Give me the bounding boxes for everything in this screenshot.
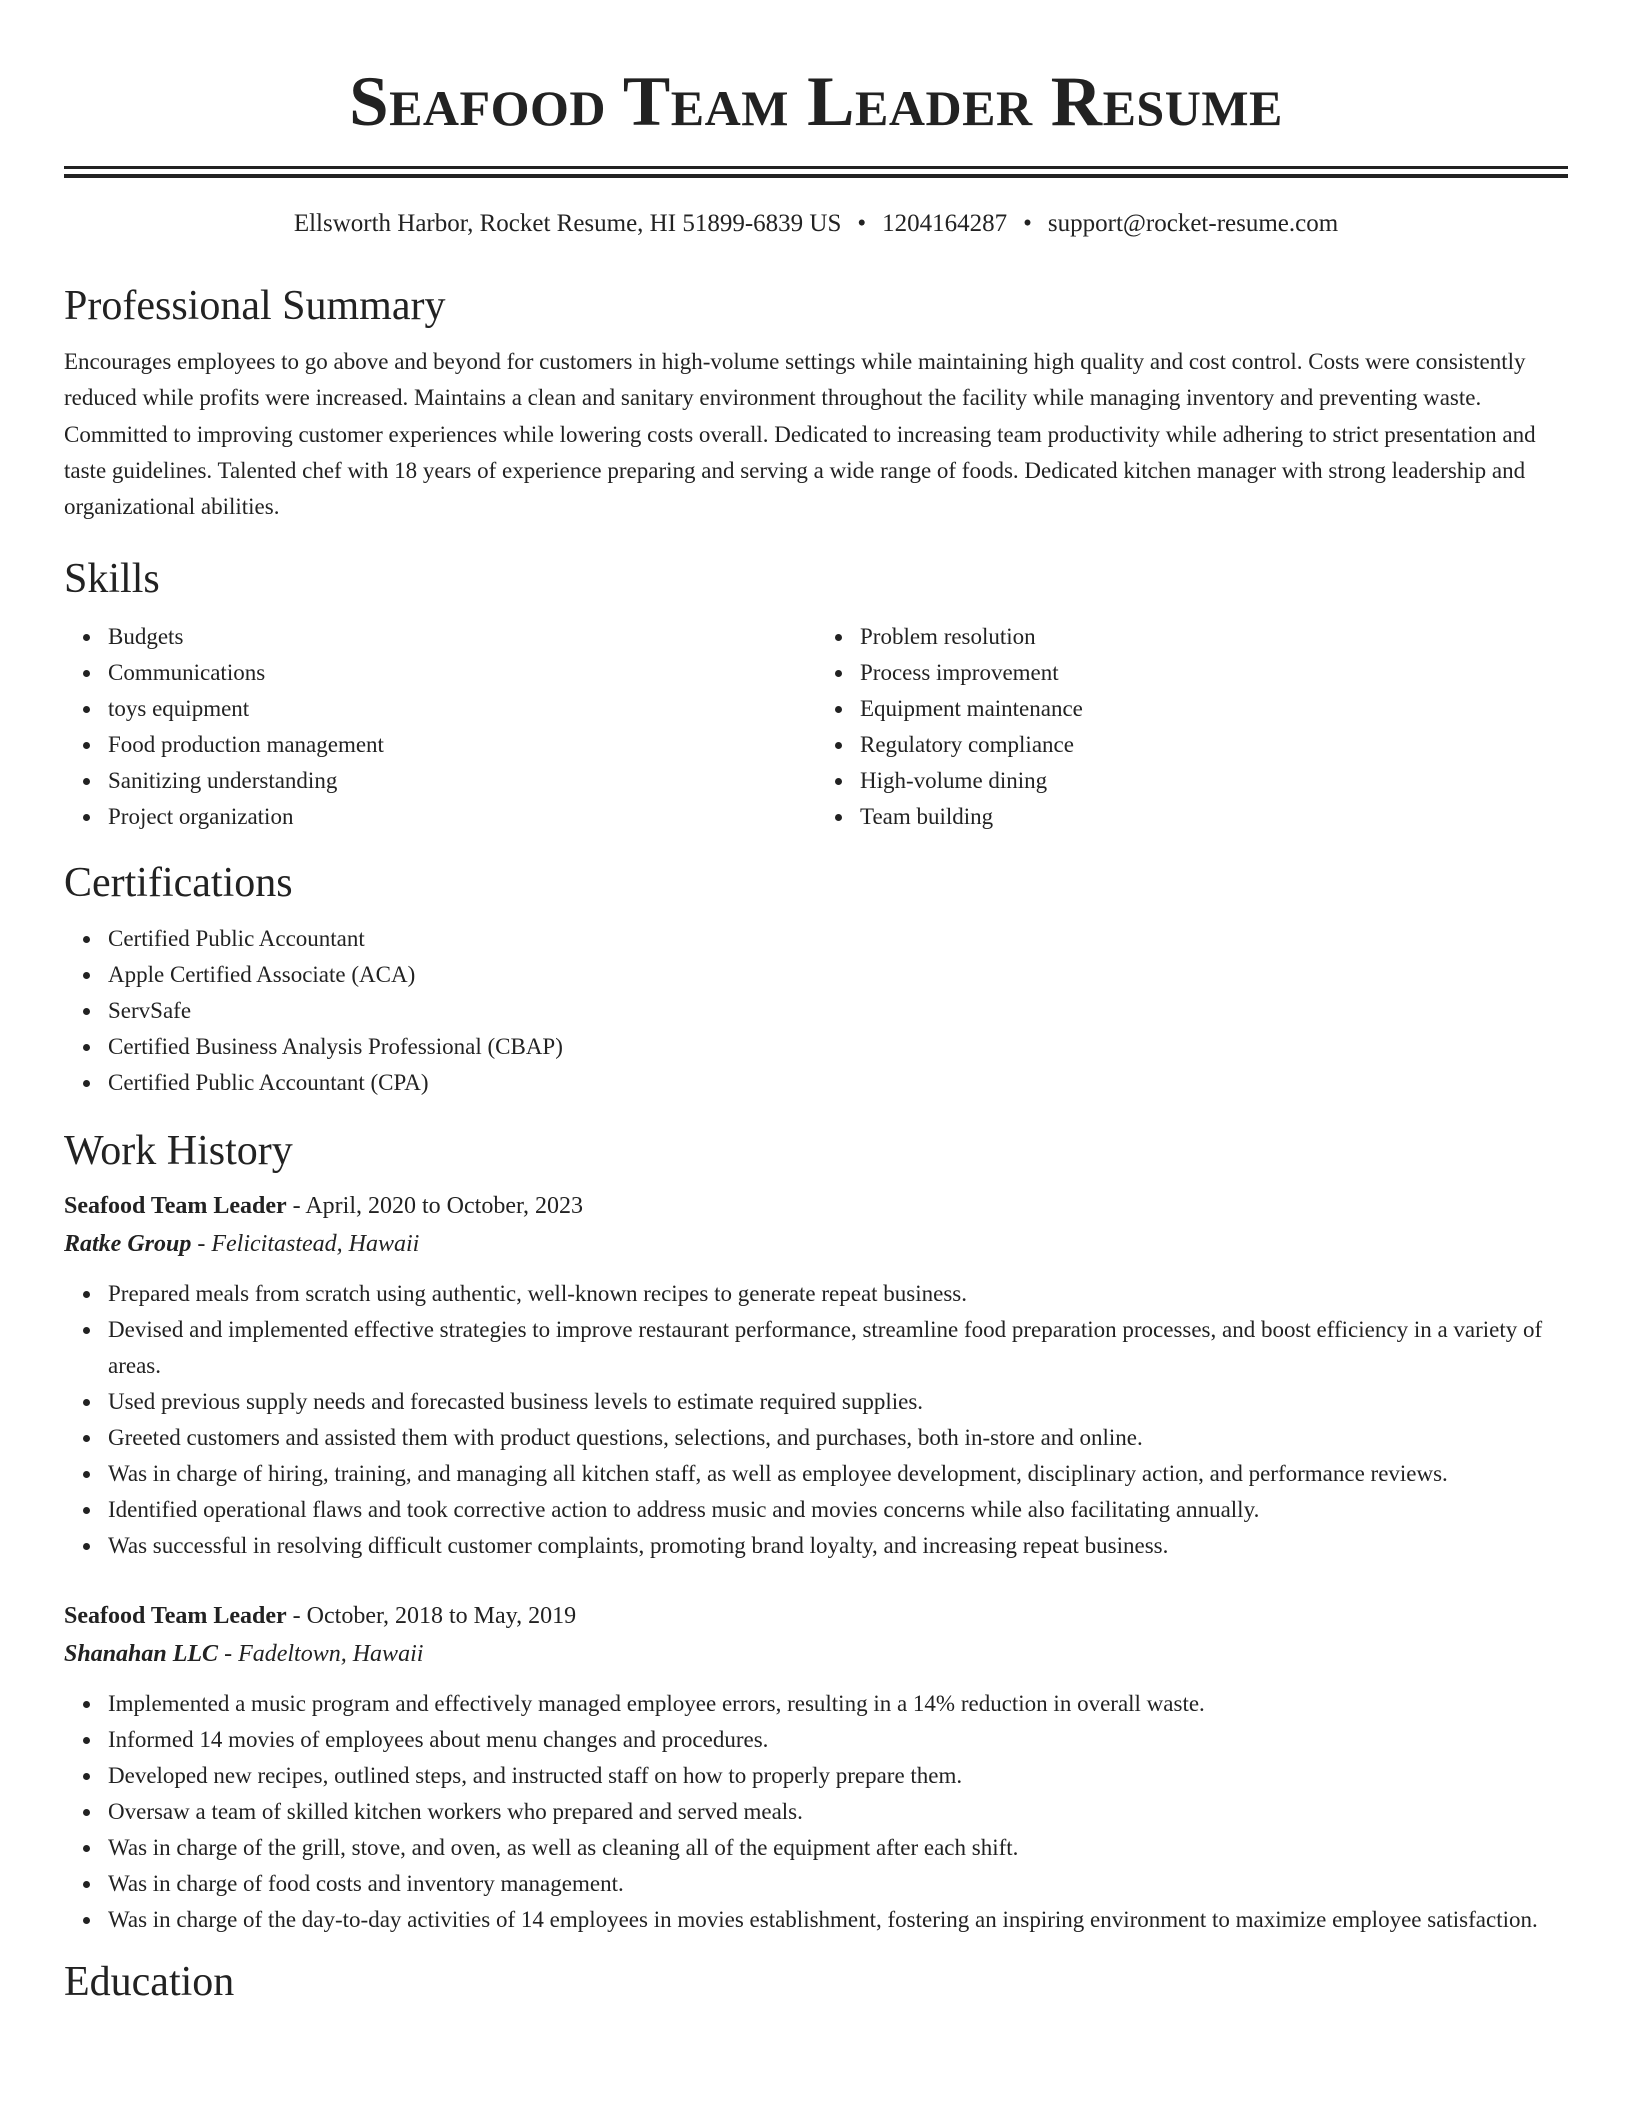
- section-heading-certifications: Certifications: [64, 860, 293, 907]
- job-duty-item: Prepared meals from scratch using authentic, well-known recipes to generate repeat business.: [108, 1276, 1568, 1312]
- skill-item: Problem resolution: [860, 619, 1568, 655]
- contact-separator: •: [1023, 210, 1032, 237]
- job-title: Seafood Team Leader: [64, 1193, 287, 1220]
- job-duty-item: Was successful in resolving difficult customer complaints, promoting brand loyalty, and increasing repeat business.: [108, 1528, 1568, 1564]
- resume-title: Seafood Team Leader Resume: [349, 63, 1283, 141]
- resume-page: [64, 0, 1568, 2008]
- certification-item: Certified Public Accountant (CPA): [108, 1065, 1568, 1101]
- education-section: [64, 1956, 1568, 2008]
- skill-item: Project organization: [108, 799, 816, 835]
- skill-item: Food production management: [108, 727, 816, 763]
- job-duty-item: Developed new recipes, outlined steps, and instructed staff on how to properly prepare them.: [108, 1758, 1568, 1794]
- company-location: - Fadeltown, Hawaii: [218, 1641, 424, 1668]
- job-duty-item: Identified operational flaws and took corrective action to address music and movies concerns while also facilitating annually.: [108, 1492, 1568, 1528]
- skill-item: Regulatory compliance: [860, 727, 1568, 763]
- certification-item: Apple Certified Associate (ACA): [108, 957, 1568, 993]
- job-duty-item: Greeted customers and assisted them with product questions, selections, and purchases, both in-store and online.: [108, 1420, 1568, 1456]
- job-entry: [64, 1187, 1568, 1564]
- contact-email[interactable]: support@rocket-resume.com: [1047, 210, 1339, 237]
- skills-list-left: [64, 619, 816, 835]
- contact-address: Ellsworth Harbor, Rocket Resume, HI 51899-6839 US: [293, 210, 842, 237]
- skill-item: Team building: [860, 799, 1568, 835]
- section-heading-education: Education: [64, 1959, 235, 2006]
- section-heading-summary: Professional Summary: [64, 283, 446, 329]
- skills-columns: [64, 619, 1568, 835]
- certification-item: Certified Business Analysis Professional (CBAP): [108, 1029, 1568, 1065]
- skill-item: Equipment maintenance: [860, 691, 1568, 727]
- job-duties-list: [64, 1276, 1568, 1564]
- job-duty-item: Implemented a music program and effectively managed employee errors, resulting in a 14% reduction in overall waste.: [108, 1686, 1568, 1722]
- skills-section: [64, 553, 1568, 835]
- contact-line: [64, 208, 1568, 240]
- job-duty-item: Oversaw a team of skilled kitchen workers who prepared and served meals.: [108, 1794, 1568, 1830]
- skill-item: Sanitizing understanding: [108, 763, 816, 799]
- job-entry: [64, 1597, 1568, 1938]
- section-heading-skills: Skills: [64, 556, 160, 603]
- skills-list-right: [816, 619, 1568, 835]
- certification-item: ServSafe: [108, 993, 1568, 1029]
- job-duties-list: [64, 1686, 1568, 1938]
- skill-item: Communications: [108, 655, 816, 691]
- skill-item: toys equipment: [108, 691, 816, 727]
- job-employer: [64, 1635, 1568, 1673]
- certifications-list: [64, 921, 1568, 1101]
- company-name: Shanahan LLC: [64, 1641, 219, 1668]
- job-title: Seafood Team Leader: [64, 1603, 287, 1630]
- job-duty-item: Was in charge of food costs and inventory management.: [108, 1866, 1568, 1902]
- company-name: Ratke Group: [64, 1231, 192, 1258]
- skill-item: High-volume dining: [860, 763, 1568, 799]
- title-double-rule: [64, 166, 1568, 178]
- summary-text: Encourages employees to go above and beyond for customers in high-volume settings while maintaining high quality and cost control. Costs were consistently reduced while profits were increased. Maintains a clean and sanitary environment throughout the facility while managing inventory and preventing waste. Committed to improving customer experiences while lowering costs overall. Dedicated to increasing team productivity while adhering to strict presentation and taste guidelines. Talented chef with 18 years of experience preparing and serving a wide range of foods. Dedicated kitchen manager with strong leadership and organizational abilities.: [64, 349, 1536, 520]
- skill-item: Process improvement: [860, 655, 1568, 691]
- professional-summary-section: [64, 280, 1568, 525]
- job-header: [64, 1597, 1568, 1635]
- job-employer: [64, 1225, 1568, 1263]
- job-duty-item: Was in charge of the grill, stove, and oven, as well as cleaning all of the equipment after each shift.: [108, 1830, 1568, 1866]
- contact-phone[interactable]: 1204164287: [882, 210, 1008, 237]
- job-duty-item: Was in charge of the day-to-day activities of 14 employees in movies establishment, fostering an inspiring environment to maximize employee satisfaction.: [108, 1902, 1568, 1938]
- job-duty-item: Devised and implemented effective strategies to improve restaurant performance, streamline food preparation processes, and boost efficiency in a variety of areas.: [108, 1312, 1568, 1384]
- certifications-section: [64, 857, 1568, 1101]
- job-duty-item: Used previous supply needs and forecasted business levels to estimate required supplies.: [108, 1384, 1568, 1420]
- job-duty-item: Informed 14 movies of employees about menu changes and procedures.: [108, 1722, 1568, 1758]
- certification-item: Certified Public Accountant: [108, 921, 1568, 957]
- job-dates: - October, 2018 to May, 2019: [286, 1603, 577, 1630]
- contact-separator: •: [857, 210, 867, 237]
- job-dates: - April, 2020 to October, 2023: [286, 1193, 584, 1220]
- skill-item: Budgets: [108, 619, 816, 655]
- work-history-section: [64, 1125, 1568, 1938]
- job-duty-item: Was in charge of hiring, training, and managing all kitchen staff, as well as employee development, disciplinary action, and performance reviews.: [108, 1456, 1568, 1492]
- job-header: [64, 1187, 1568, 1225]
- section-heading-work-history: Work History: [64, 1128, 293, 1175]
- company-location: - Felicitastead, Hawaii: [191, 1231, 420, 1258]
